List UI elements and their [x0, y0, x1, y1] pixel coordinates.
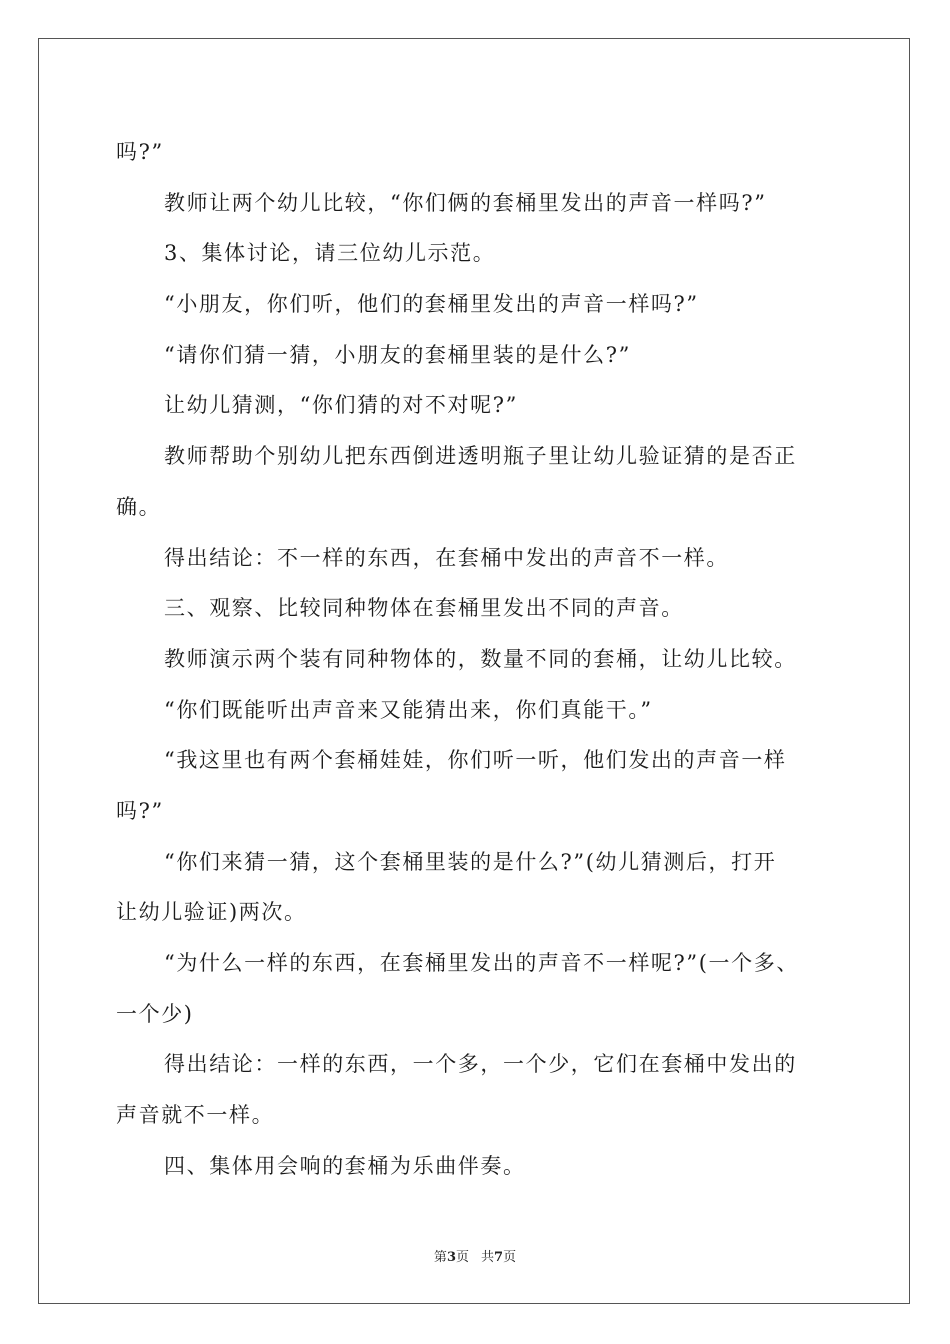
paragraph — [116, 330, 836, 381]
paragraph-line: “你们既能听出声音来又能猜出来，你们真能干。” — [164, 697, 653, 722]
paragraph — [116, 279, 836, 330]
footer-page-suffix: 页 — [455, 1250, 469, 1265]
paragraph-line: 吗?” — [116, 140, 164, 164]
paragraph — [116, 178, 836, 229]
paragraph-line: 教师帮助个别幼儿把东西倒进透明瓶子里让幼儿验证猜的是否正 — [164, 444, 797, 469]
paragraph-line: 让幼儿验证)两次。 — [116, 900, 307, 925]
paragraph-line: 确。 — [116, 494, 162, 519]
paragraph-line: 教师演示两个装有同种物体的，数量不同的套桶，让幼儿比较。 — [164, 646, 797, 671]
footer-total-prefix: 共 — [481, 1250, 495, 1265]
paragraph — [116, 1039, 836, 1140]
paragraph — [116, 634, 836, 685]
paragraph — [116, 228, 836, 279]
paragraph-line: 得出结论：一样的东西，一个多，一个少，它们在套桶中发出的 — [164, 1052, 797, 1077]
paragraph-line: 四、集体用会响的套桶为乐曲伴奏。 — [164, 1153, 526, 1178]
paragraph — [116, 938, 836, 1039]
paragraph-line: “为什么一样的东西，在套桶里发出的声音不一样呢?”(一个多、 — [164, 951, 799, 975]
paragraph-line: 让幼儿猜测，“你们猜的对不对呢?” — [164, 393, 518, 418]
paragraph-line: “小朋友，你们听，他们的套桶里发出的声音一样吗?” — [164, 292, 699, 317]
paragraph-line: 教师让两个幼儿比较，“你们俩的套桶里发出的声音一样吗?” — [164, 190, 767, 215]
paragraph-line: 吗?” — [116, 798, 164, 823]
paragraph-line: 三、观察、比较同种物体在套桶里发出不同的声音。 — [164, 596, 684, 621]
paragraph — [116, 685, 836, 736]
paragraph — [116, 837, 836, 938]
paragraph-line: “请你们猜一猜，小朋友的套桶里装的是什么?” — [164, 342, 631, 367]
paragraph-line: “我这里也有两个套桶娃娃，你们听一听，他们发出的声音一样 — [164, 748, 787, 773]
footer-page-number: 3 — [446, 1250, 456, 1265]
paragraph-line: 得出结论：不一样的东西，在套桶中发出的声音不一样。 — [164, 545, 729, 570]
paragraph-line: “你们来猜一猜，这个套桶里装的是什么?”(幼儿猜测后，打开 — [164, 849, 777, 874]
page-footer — [0, 1246, 950, 1265]
paragraph-line: 声音就不一样。 — [116, 1103, 275, 1128]
paragraph — [116, 1141, 836, 1192]
paragraph-line: 3、集体讨论，请三位幼儿示范。 — [164, 241, 496, 266]
document-body — [116, 127, 836, 1191]
paragraph — [116, 735, 836, 836]
footer-total-suffix: 页 — [503, 1250, 517, 1265]
paragraph — [116, 583, 836, 634]
paragraph — [116, 380, 836, 431]
footer-total-pages: 7 — [494, 1250, 504, 1265]
paragraph-line: 一个少) — [116, 1001, 194, 1026]
footer-page-prefix: 第 — [433, 1250, 447, 1265]
paragraph — [116, 431, 836, 532]
paragraph — [116, 127, 836, 178]
paragraph — [116, 533, 836, 584]
